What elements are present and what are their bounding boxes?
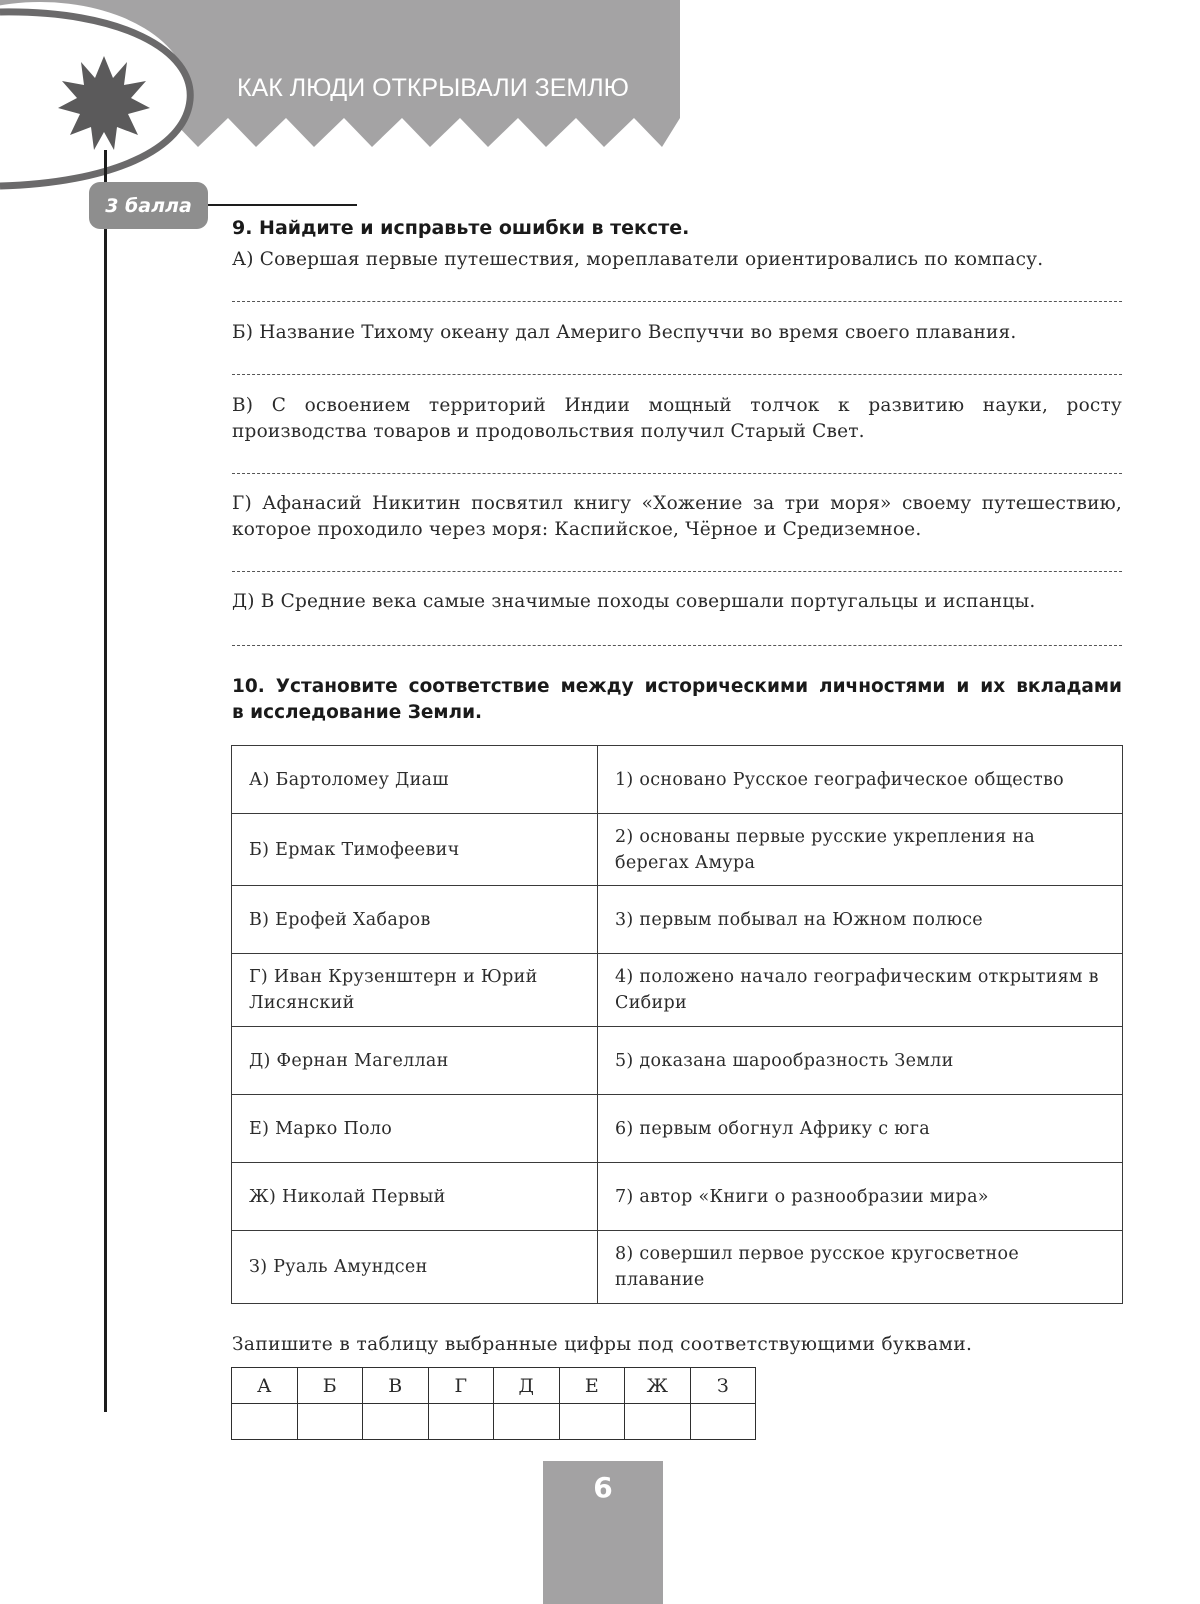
contribution-cell: 6) первым обогнул Африку с юга <box>598 1095 1123 1163</box>
answer-header-cell: Ж <box>625 1368 691 1404</box>
answer-grid <box>231 1367 756 1440</box>
answer-header-cell: Г <box>428 1368 494 1404</box>
answer-grid-header-row <box>232 1368 756 1404</box>
statement-d: Д) В Средние века самые значимые походы совершали португальцы и испанцы. <box>232 591 1036 612</box>
score-badge: 3 балла <box>89 182 208 229</box>
answer-line-v[interactable] <box>232 473 1122 474</box>
answer-grid-input-row <box>232 1404 756 1440</box>
table-row <box>232 1095 1123 1163</box>
table-row <box>232 814 1123 886</box>
person-cell: А) Бартоломеу Диаш <box>232 746 598 814</box>
badge-rule <box>208 204 357 206</box>
contribution-cell: 2) основаны первые русские укрепления на берегах Амура <box>598 814 1123 886</box>
table-row <box>232 1231 1123 1304</box>
answer-input-cell-b[interactable] <box>297 1404 363 1440</box>
contribution-cell: 5) доказана шарообразность Земли <box>598 1027 1123 1095</box>
answer-input-cell-z[interactable] <box>690 1404 756 1440</box>
table-row <box>232 1027 1123 1095</box>
question-10-title-line2: в исследование Земли. <box>232 702 483 723</box>
answer-instruction: Запишите в таблицу выбранные цифры под соответствующими буквами. <box>232 1334 973 1355</box>
contribution-cell: 1) основано Русское географическое общество <box>598 746 1123 814</box>
person-cell: З) Руаль Амундсен <box>232 1231 598 1304</box>
answer-input-cell-d[interactable] <box>494 1404 560 1440</box>
statement-g: Г) Афанасий Никитин посвятил книгу «Хожение за три моря» своему путешествию, которое проходило через моря: Каспийское, Чёрное и Средиземное. <box>232 493 1122 540</box>
answer-header-cell: Б <box>297 1368 363 1404</box>
person-cell: Е) Марко Поло <box>232 1095 598 1163</box>
table-row <box>232 886 1123 954</box>
answer-line-a[interactable] <box>232 301 1122 302</box>
contribution-cell: 7) автор «Книги о разнообразии мира» <box>598 1163 1123 1231</box>
contribution-cell: 8) совершил первое русское кругосветное плавание <box>598 1231 1123 1304</box>
answer-input-cell-v[interactable] <box>363 1404 429 1440</box>
question-10-title-line1: 10. Установите соответствие между историческими личностями и их вкладами <box>232 676 1122 697</box>
answer-input-cell-a[interactable] <box>232 1404 298 1440</box>
matching-table <box>231 745 1123 1304</box>
answer-header-cell: В <box>363 1368 429 1404</box>
answer-header-cell: А <box>232 1368 298 1404</box>
contribution-cell: 4) положено начало географическим открытиям в Сибири <box>598 954 1123 1027</box>
answer-input-cell-zh[interactable] <box>625 1404 691 1440</box>
answer-input-cell-g[interactable] <box>428 1404 494 1440</box>
statement-v: В) С освоением территорий Индии мощный толчок к развитию науки, росту производства товаров и продовольствия получил Старый Свет. <box>232 395 1122 442</box>
chapter-title: КАК ЛЮДИ ОТКРЫВАЛИ ЗЕМЛЮ <box>237 74 629 102</box>
question-9-title: 9. Найдите и исправьте ошибки в тексте. <box>232 217 690 239</box>
answer-line-b[interactable] <box>232 374 1122 375</box>
person-cell: Б) Ермак Тимофеевич <box>232 814 598 886</box>
person-cell: Г) Иван Крузенштерн и Юрий Лисянский <box>232 954 598 1027</box>
answer-header-cell: З <box>690 1368 756 1404</box>
answer-line-d[interactable] <box>232 645 1122 646</box>
statement-a: А) Совершая первые путешествия, мореплаватели ориентировались по компасу. <box>232 249 1044 270</box>
person-cell: Ж) Николай Первый <box>232 1163 598 1231</box>
table-row <box>232 1163 1123 1231</box>
page-number: 6 <box>543 1461 663 1604</box>
person-cell: В) Ерофей Хабаров <box>232 886 598 954</box>
table-row <box>232 746 1123 814</box>
contribution-cell: 3) первым побывал на Южном полюсе <box>598 886 1123 954</box>
answer-input-cell-e[interactable] <box>559 1404 625 1440</box>
answer-line-g[interactable] <box>232 571 1122 572</box>
table-row <box>232 954 1123 1027</box>
answer-header-cell: Е <box>559 1368 625 1404</box>
person-cell: Д) Фернан Магеллан <box>232 1027 598 1095</box>
statement-b: Б) Название Тихому океану дал Америго Веспуччи во время своего плавания. <box>232 322 1017 343</box>
margin-rule <box>104 150 107 1412</box>
answer-header-cell: Д <box>494 1368 560 1404</box>
